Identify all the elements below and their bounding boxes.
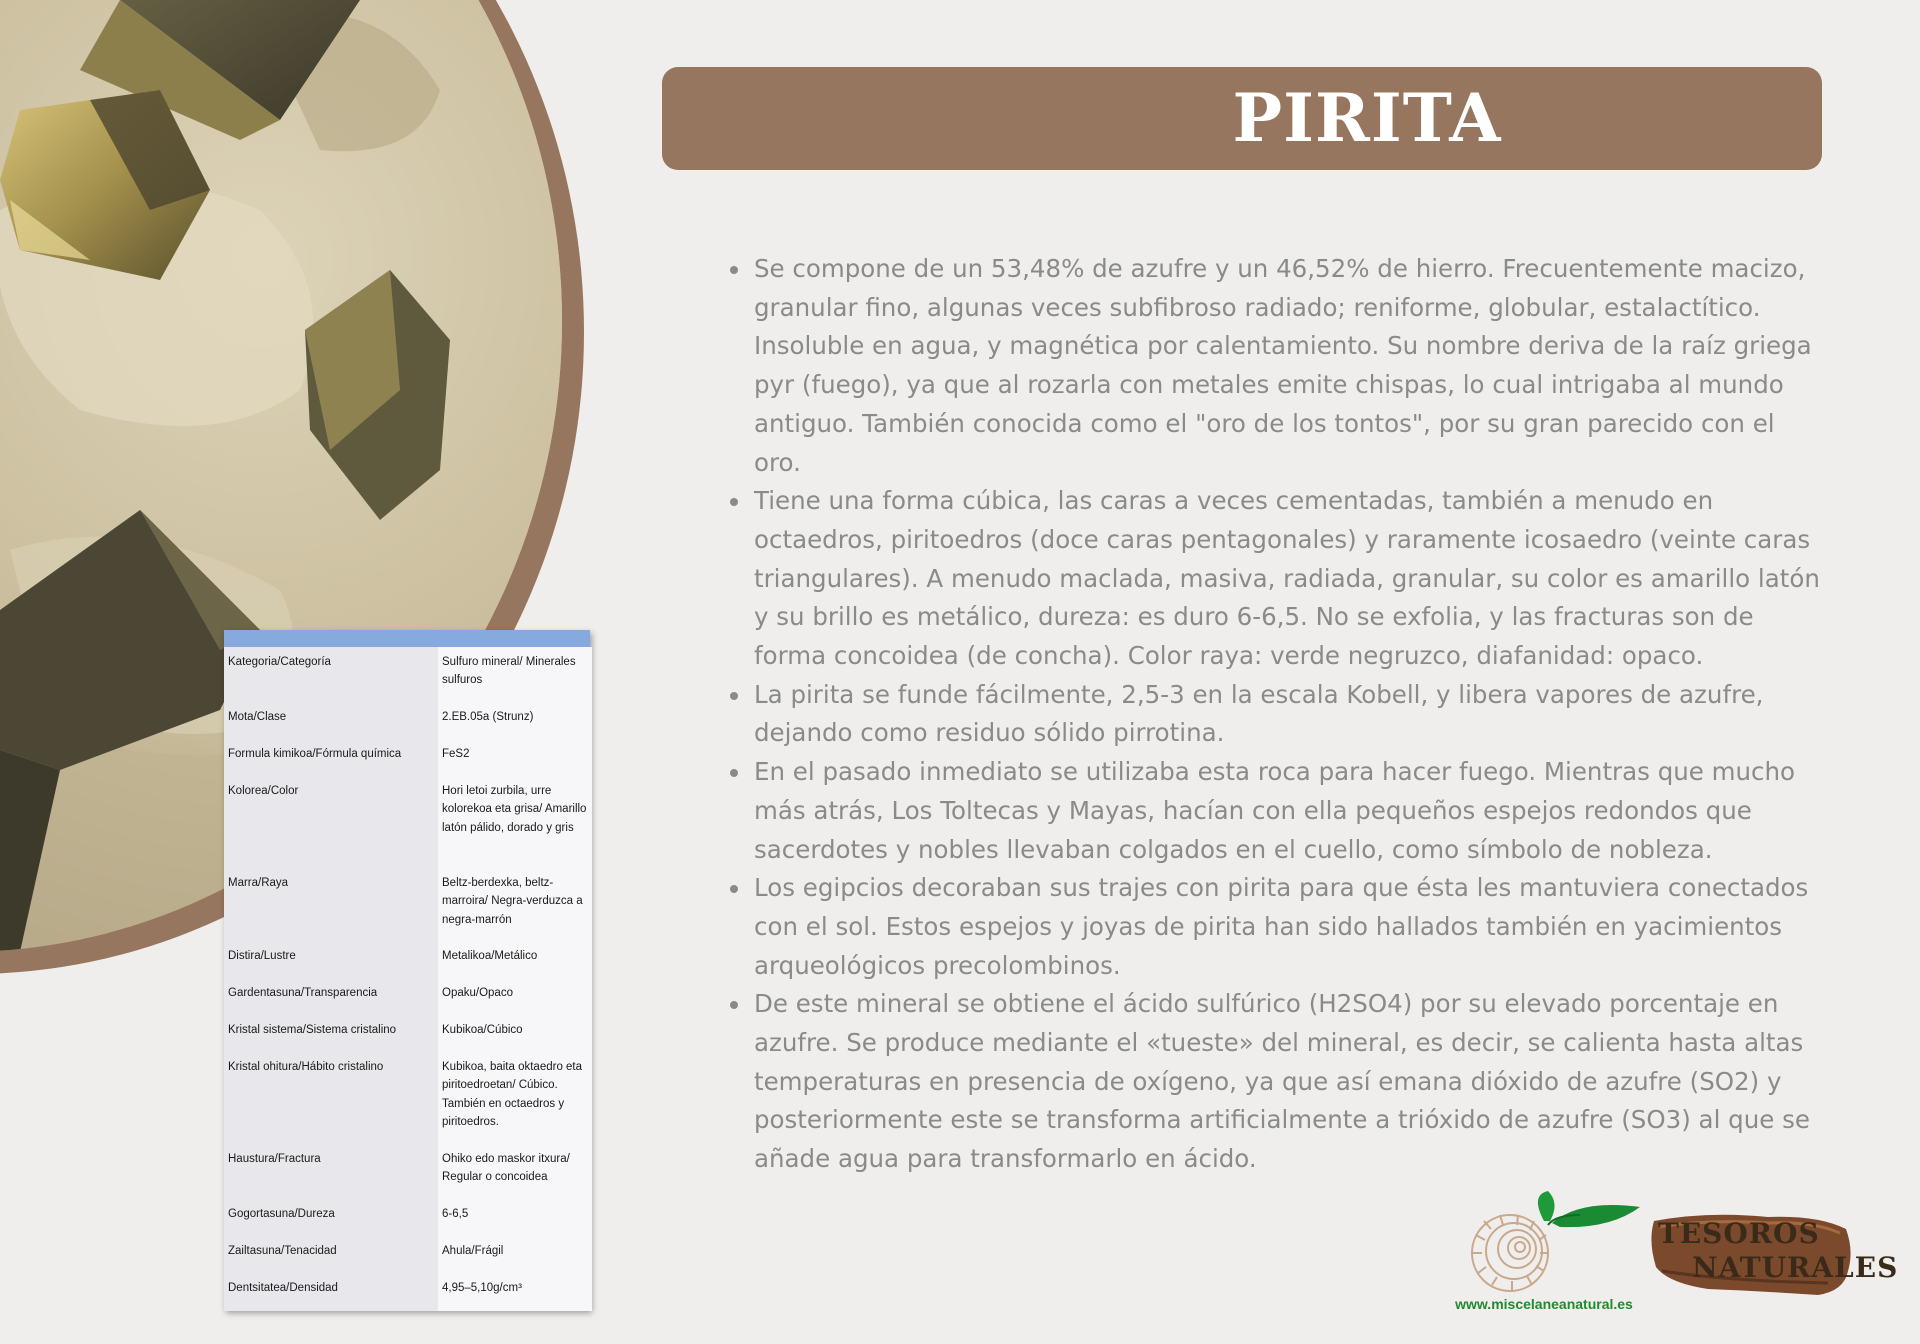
table-row bbox=[224, 1273, 592, 1311]
property-label: Mota/Clase bbox=[224, 702, 438, 739]
property-label: Dentsitatea/Densidad bbox=[224, 1273, 438, 1311]
property-label: Distira/Lustre bbox=[224, 941, 438, 978]
paragraph-1: • Se compone de un 53,48% de azufre y un 46,52% de hierro. Frecuentemente macizo, granular fino, algunas veces subfibroso radiado; reniforme, globular, estalactítico. Insoluble en agua, y magnética por calentamiento. Su nombre deriva de la raíz griega pyr (fuego), ya que al rozarla con metales emite chispas, lo cual intrigaba al mundo antiguo. También conocida como el "oro de los tontos", por su gran parecido con el oro. bbox=[752, 250, 1826, 482]
table-row bbox=[224, 647, 592, 702]
naturales-text: NATURALES bbox=[1692, 1251, 1899, 1284]
tesoros-text: TESOROS bbox=[1658, 1217, 1820, 1250]
property-value: Hori letoi zurbila, urre kolorekoa eta grisa/ Amarillo latón pálido, dorado y gris bbox=[438, 776, 592, 868]
table-row bbox=[224, 1199, 592, 1236]
property-value: Ahula/Frágil bbox=[438, 1236, 592, 1273]
paragraph-2: • Tiene una forma cúbica, las caras a veces cementadas, también a menudo en octaedros, piritoedros (doce caras pentagonales) y raramente icosaedro (veinte caras triangulares). A menudo maclada, masiva, radiada, granular, su color es amarillo latón y su brillo es metálico, dureza: es duro 6-6,5. No se exfolia, y las fracturas son de forma concoidea (de concha). Color raya: verde negruzco, diafanidad: opaco. bbox=[752, 482, 1826, 676]
paragraph-5: • Los egipcios decoraban sus trajes con pirita para que ésta les mantuviera conectados con el sol. Estos espejos y joyas de pirita han sido hallados también en yacimientos arqueológicos precolombinos. bbox=[752, 869, 1826, 985]
table-row bbox=[224, 978, 592, 1015]
paragraph-3: • La pirita se funde fácilmente, 2,5-3 en la escala Kobell, y libera vapores de azufre, dejando como residuo sólido pirrotina. bbox=[752, 676, 1826, 753]
paragraph-4: • En el pasado inmediato se utilizaba esta roca para hacer fuego. Mientras que mucho más atrás, Los Toltecas y Mayas, hacían con ella pequeños espejos redondos que sacerdotes y nobles llevaban colgados en el cuello, como símbolo de nobleza. bbox=[752, 753, 1826, 869]
description bbox=[726, 250, 1826, 1179]
table-row bbox=[224, 1236, 592, 1273]
property-value: Kubikoa, baita oktaedro eta piritoedroetan/ Cúbico. También en octaedros y piritoedros. bbox=[438, 1052, 592, 1144]
properties-grid bbox=[224, 647, 592, 1311]
property-label: Gogortasuna/Dureza bbox=[224, 1199, 438, 1236]
property-label: Kolorea/Color bbox=[224, 776, 438, 868]
property-label: Zailtasuna/Tenacidad bbox=[224, 1236, 438, 1273]
description-list bbox=[726, 250, 1826, 1179]
property-label: Kategoria/Categoría bbox=[224, 647, 438, 702]
property-label: Gardentasuna/Transparencia bbox=[224, 978, 438, 1015]
property-value: Ohiko edo maskor itxura/ Regular o concoidea bbox=[438, 1144, 592, 1199]
table-row bbox=[224, 868, 592, 941]
property-value: Kubikoa/Cúbico bbox=[438, 1015, 592, 1052]
property-value: Opaku/Opaco bbox=[438, 978, 592, 1015]
property-value: 6-6,5 bbox=[438, 1199, 592, 1236]
property-label: Kristal ohitura/Hábito cristalino bbox=[224, 1052, 438, 1144]
property-value: Metalikoa/Metálico bbox=[438, 941, 592, 978]
table-row bbox=[224, 941, 592, 978]
table-row bbox=[224, 1015, 592, 1052]
table-row bbox=[224, 776, 592, 868]
table-row bbox=[224, 739, 592, 776]
website-url: www.miscelaneanatural.es bbox=[1455, 1296, 1633, 1312]
property-value: Sulfuro mineral/ Minerales sulfuros bbox=[438, 647, 592, 702]
property-label: Marra/Raya bbox=[224, 868, 438, 941]
properties-table bbox=[224, 630, 590, 1310]
property-label: Kristal sistema/Sistema cristalino bbox=[224, 1015, 438, 1052]
table-row bbox=[224, 1144, 592, 1199]
title-bar bbox=[662, 67, 1822, 170]
table-header-bar bbox=[224, 630, 590, 647]
paragraph-6: • De este mineral se obtiene el ácido sulfúrico (H2SO4) por su elevado porcentaje en azufre. Se produce mediante el «tueste» del mineral, es decir, se calienta hasta altas temperaturas en presencia de oxígeno, ya que así emana dióxido de azufre (SO2) y posteriormente este se transforma artificialmente a trióxido de azufre (SO3) al que se añade agua para transformarlo en ácido. bbox=[752, 985, 1826, 1179]
property-value: 4,95–5,10g/cm³ bbox=[438, 1273, 592, 1311]
table-row bbox=[224, 1052, 592, 1144]
page-title: PIRITA bbox=[1232, 79, 1502, 157]
tesoros-naturales-logo bbox=[1648, 1211, 1899, 1297]
table-row bbox=[224, 702, 592, 739]
property-value: FeS2 bbox=[438, 739, 592, 776]
property-label: Haustura/Fractura bbox=[224, 1144, 438, 1199]
property-value: 2.EB.05a (Strunz) bbox=[438, 702, 592, 739]
property-label: Formula kimikoa/Fórmula química bbox=[224, 739, 438, 776]
property-value: Beltz-berdexka, beltz-marroira/ Negra-verduzca a negra-marrón bbox=[438, 868, 592, 941]
ammonite-leaf-icon bbox=[1460, 1185, 1656, 1295]
miscelanea-logo bbox=[1455, 1185, 1656, 1315]
